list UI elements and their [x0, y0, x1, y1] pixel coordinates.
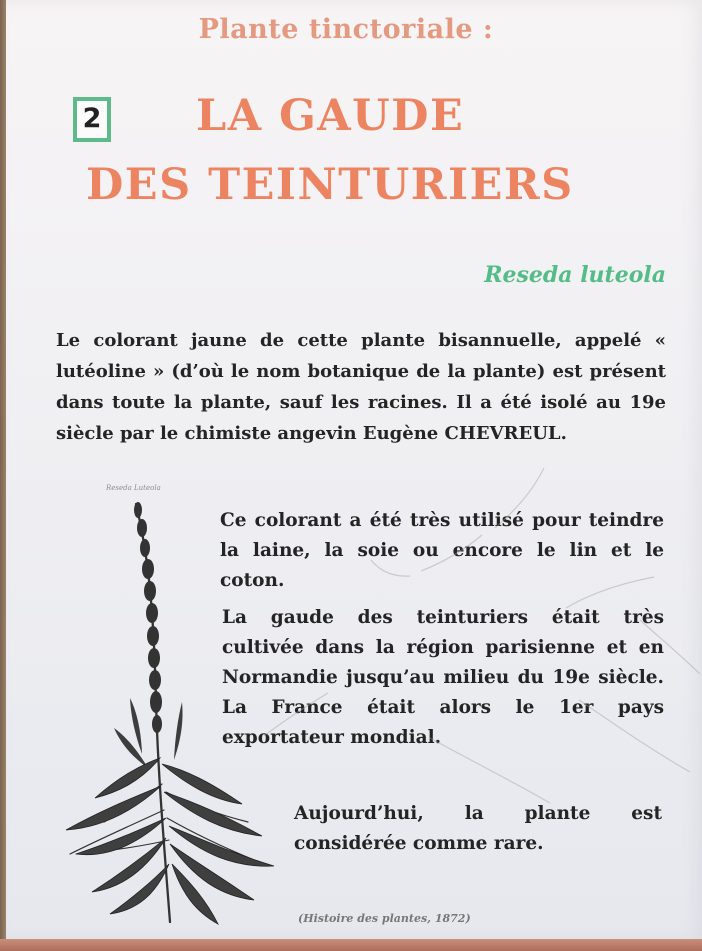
plant-number: 2 — [82, 103, 102, 134]
plant-number-badge — [73, 97, 111, 142]
sign-bottom-band — [0, 939, 702, 951]
flower-spike — [134, 502, 162, 733]
side-flower-spikes — [114, 698, 183, 768]
information-sign — [6, 0, 702, 943]
colorant-paragraph: Ce colorant a été très utilisé pour teindre la laine, la soie ou encore le lin et le coton. — [220, 510, 664, 591]
latin-name: Reseda luteola — [484, 262, 666, 288]
sign-kicker: Plante tinctoriale : — [198, 14, 494, 45]
sign-title-line-2: DES TEINTURIERS — [86, 160, 574, 210]
today-paragraph: Aujourd’hui, la plante est considérée comme rare. — [294, 803, 662, 854]
cultivation-paragraph: La gaude des teinturiers était très cultivée dans la région parisienne et en Normandie jusqu’au milieu du 19e siècle. La France était alors le 1er pays exportateur mondial. — [222, 607, 664, 748]
plant-illustration-label: Reseda Luteola — [106, 484, 161, 492]
illustration-citation: (Histoire des plantes, 1872) — [298, 912, 471, 925]
intro-paragraph: Le colorant jaune de cette plante bisannuelle, appelé « lutéoline » (d’où le nom botanique de la plante) est présent dans toute la plante, sauf les racines. Il a été isolé au 19e siècle par le chimiste angevin Eugène CHEVREUL. — [56, 330, 666, 444]
sign-title-line-1: LA GAUDE — [196, 91, 465, 141]
